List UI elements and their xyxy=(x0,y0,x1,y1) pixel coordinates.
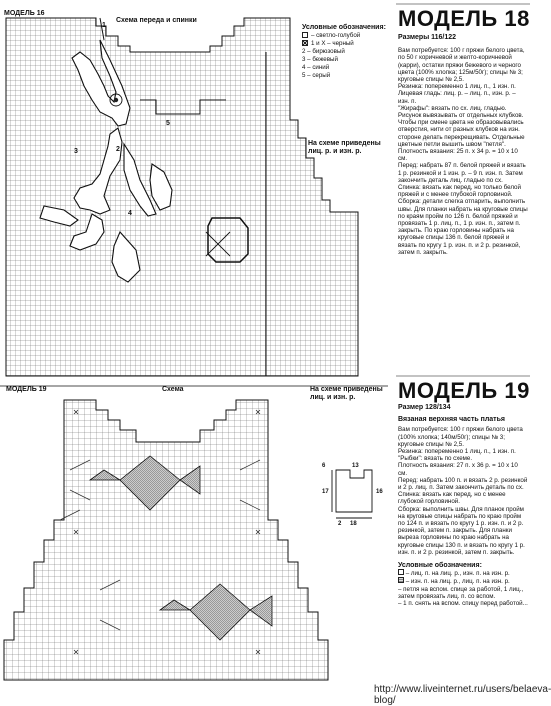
swatch-empty xyxy=(302,32,308,38)
model16-label: МОДЕЛЬ 16 xyxy=(4,10,45,17)
model16-schema-title: Схема переда и спинки xyxy=(116,17,197,24)
paragraph: "Жирафы": вязать по сх. лиц. гладью. Рисунок вывязывать от отдельных клубков. Чтобы при смене цвета не образовывались отверстия, нити от разных клубков на изн. стороне делать перекрещивать. Отдельные цветные петли вышить швом "петля". xyxy=(398,104,525,148)
model19-schema-title: Схема xyxy=(162,386,184,393)
model19-label: МОДЕЛЬ 19 xyxy=(6,386,47,393)
swatch-empty xyxy=(398,569,404,575)
legend-item: – лиц. п. на лиц. р., изн. п. на изн. р. xyxy=(398,569,528,577)
paragraph: Сборка: детали слегка отпарить, выполнить швы. Для планки набрать на круговые спицы по краям пройм по 126 п. белой пряжей и провязать 1 р. лиц. п., 1 р. изн. п., затем п. закрыть. По краю горловины набрать на круговые спицы 136 п. белой пряжей и вязать по кругу 1 р. изн. п. и 2 р. резинкой, затем п. закрыть. xyxy=(398,198,528,256)
paragraph: Вам потребуется: 100 г пряжи белого цвета (100% хлопка; 140м/50г); спицы № 3; круговые спицы № 2,5. xyxy=(398,426,523,448)
legend-item: 4 – синий xyxy=(302,63,330,71)
paragraph: Резинка: попеременно 1 лиц. п., 1 изн. п. xyxy=(398,448,516,456)
legend-title: Условные обозначения: xyxy=(398,562,482,570)
paragraph: Спинка: вязать как перед, но только белой пряжей и с менее глубокой горловиной. xyxy=(398,184,521,199)
legend-item: 1 и X – черный xyxy=(302,39,392,47)
subtitle: Вязаная верхняя часть платья xyxy=(398,416,506,424)
sizes: Размер 128/134 xyxy=(398,404,451,411)
paragraph: Вам потребуется: 100 г пряжи белого цвета, по 50 г коричневой и желто-коричневой (карри), остатки пряжи бежевого и черного цвета (100% хлопка; 125м/50г); спицы № 3; круговые спицы № 2,5. xyxy=(398,47,525,84)
dim-label: 2 xyxy=(338,521,342,527)
paragraph: Лицевая гладь: лиц. р. – лиц. п., изн. р. – изн. п. xyxy=(398,90,516,105)
chart-number: 5 xyxy=(166,120,170,127)
chart-number: 1 xyxy=(102,22,106,29)
dim-label: 18 xyxy=(350,521,357,527)
legend-title: Условные обозначения: xyxy=(302,24,386,31)
model18-header: МОДЕЛЬ 18 xyxy=(398,6,530,31)
paragraph: "Рыбки": вязать по схеме. xyxy=(398,455,473,463)
legend-item: 2 – бирюзовый xyxy=(302,47,345,55)
dim-label: 17 xyxy=(322,489,329,495)
model16-note: На схеме приведены лиц. р. и изн. р. xyxy=(308,140,381,155)
paragraph: Плотность вязания: 27 п. х 36 р. = 10 х 10 см. xyxy=(398,462,518,477)
swatch-filled xyxy=(398,577,404,583)
legend-item: 3 – бежевый xyxy=(302,55,338,63)
legend-item: – 1 п. снять на вспом. спицу перед работой... xyxy=(398,600,528,608)
chart-number: 3 xyxy=(74,148,78,155)
paragraph: Перед: набрать 87 п. белой пряжей и вязать 1 р. резинкой и 1 изн. р. – 9 п. изн. п. Затем закончить деталь лиц. гладью по сх. xyxy=(398,162,526,184)
model19-note: На схеме приведены лиц. и изн. р. xyxy=(310,386,383,401)
paragraph: Плотность вязания: 25 п. х 34 р. = 10 х 10 см. xyxy=(398,148,518,163)
dim-label: 6 xyxy=(322,463,326,469)
dim-label: 13 xyxy=(352,463,359,469)
model19-text xyxy=(398,404,528,696)
paragraph: Сборка: выполнить швы. Для планок пройм на круговые спицы набрать по краю пройм по 124 п. и вязать по кругу 1 р. изн. п. и 2 р. резинкой, затем п. закрыть. Для планки выреза горловины по краю набрать на круговые спицы 130 п. и вязать по кругу 1 р. изн. п. и 2 р. резинкой, затем п. закрыть. xyxy=(398,505,525,556)
model19-garment-shape xyxy=(4,400,328,680)
legend-item: – светло-голубой xyxy=(302,31,392,39)
model19-dimension-diagram xyxy=(332,470,372,518)
swatch-x xyxy=(302,40,308,46)
legend-item: – петля на вспом. спице за работой, 1 лиц., затем провязать лиц. п. со вспом. xyxy=(398,585,524,600)
paragraph: Резинка: попеременно 1 лиц. п., 1 изн. п. xyxy=(398,83,516,91)
legend-item: 5 – серый xyxy=(302,71,331,79)
legend-item: – изн. п. на лиц. р., лиц. п. на изн. р. xyxy=(398,577,528,585)
model19-header: МОДЕЛЬ 19 xyxy=(398,378,530,403)
watermark-url[interactable]: http://www.liveinternet.ru/users/belaeva-blog/ xyxy=(374,684,551,706)
sizes: Размеры 116/122 xyxy=(398,34,457,41)
chart-number: 2 xyxy=(116,146,120,153)
dim-label: 16 xyxy=(376,489,383,495)
model18-text xyxy=(398,34,528,256)
model16-legend xyxy=(302,24,392,79)
paragraph: Спинка: вязать как перед, но с менее глубокой горловиной. xyxy=(398,491,506,506)
chart-number: 4 xyxy=(128,210,132,217)
paragraph: Перед: набрать 100 п. и вязать 2 р. резинкой и 2 р. лиц. п. Затем закончить деталь по сх. xyxy=(398,476,528,492)
